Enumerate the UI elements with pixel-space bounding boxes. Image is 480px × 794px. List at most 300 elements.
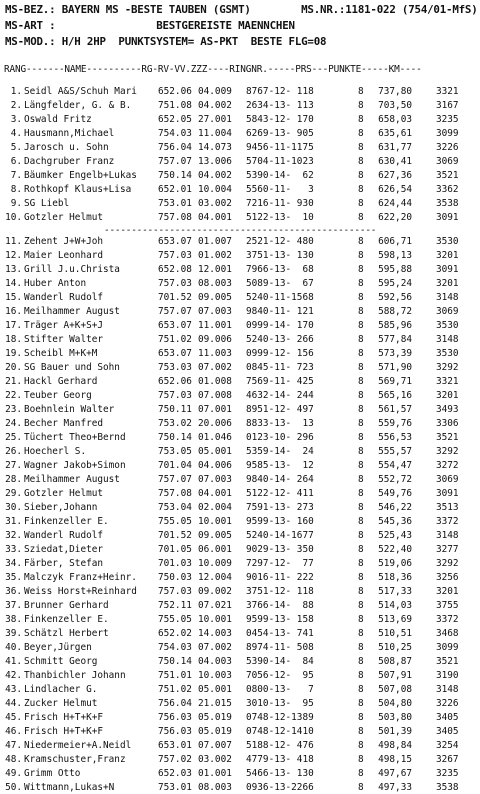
- ring-number-cell: 5390-14- 84: [246, 656, 314, 667]
- km-cell: 3538: [436, 782, 459, 793]
- ring-number-cell: 5188-12- 476: [246, 740, 314, 751]
- ring-number-cell: 3766-14- 88: [246, 600, 314, 611]
- rg-cell: 701.52: [158, 530, 192, 541]
- rank-cell: 39.: [5, 628, 22, 639]
- prs-cell: 8: [358, 86, 364, 97]
- name-cell: Boehnlein Walter: [24, 404, 115, 415]
- prs-cell: 8: [358, 362, 364, 373]
- km-cell: 3226: [436, 698, 459, 709]
- rg-cell: 701.05: [158, 544, 192, 555]
- km-cell: 3755: [436, 600, 459, 611]
- rank-cell: 35.: [5, 572, 22, 583]
- prs-cell: 8: [358, 142, 364, 153]
- points-cell: 498,84: [378, 740, 412, 751]
- rank-cell: 33.: [5, 544, 22, 555]
- name-cell: Dachgruber Franz: [24, 156, 115, 167]
- rank-cell: 17.: [5, 320, 22, 331]
- rank-cell: 46.: [5, 726, 22, 737]
- points-cell: 595,88: [378, 264, 412, 275]
- rank-cell: 11.: [5, 236, 22, 247]
- points-cell: 522,40: [378, 544, 412, 555]
- table-row: [0, 740, 480, 752]
- km-cell: 3091: [436, 212, 459, 223]
- rank-cell: 44.: [5, 698, 22, 709]
- km-cell: 3468: [436, 628, 459, 639]
- name-cell: Tüchert Theo+Bernd: [24, 432, 126, 443]
- table-row: [0, 558, 480, 570]
- ring-number-cell: 9456-11-1175: [246, 142, 314, 153]
- prs-cell: 8: [358, 782, 364, 793]
- points-cell: 559,76: [378, 418, 412, 429]
- km-cell: 3306: [436, 418, 459, 429]
- points-cell: 507,91: [378, 670, 412, 681]
- rg-cell: 753.03: [158, 362, 192, 373]
- time-cell: 01.008: [198, 376, 232, 387]
- prs-cell: 8: [358, 418, 364, 429]
- km-cell: 3099: [436, 642, 459, 653]
- table-row: [0, 320, 480, 332]
- rank-cell: 37.: [5, 600, 22, 611]
- prs-cell: 8: [358, 656, 364, 667]
- km-cell: 3201: [436, 586, 459, 597]
- name-cell: Malczyk Franz+Heinr.: [24, 572, 137, 583]
- ring-number-cell: 0800-13- 7: [246, 684, 314, 695]
- points-cell: 592,56: [378, 292, 412, 303]
- time-cell: 04.002: [198, 170, 232, 181]
- time-cell: 21.015: [198, 698, 232, 709]
- ring-number-cell: 0748-12-1410: [246, 726, 314, 737]
- name-cell: Schätzl Herbert: [24, 628, 109, 639]
- ring-number-cell: 8833-13- 13: [246, 418, 314, 429]
- time-cell: 11.001: [198, 320, 232, 331]
- rg-cell: 652.06: [158, 86, 192, 97]
- ring-number-cell: 5843-12- 170: [246, 114, 314, 125]
- time-cell: 07.003: [198, 474, 232, 485]
- prs-cell: 8: [358, 264, 364, 275]
- points-cell: 497,67: [378, 768, 412, 779]
- time-cell: 04.003: [198, 656, 232, 667]
- points-cell: 624,44: [378, 198, 412, 209]
- rank-cell: 21.: [5, 376, 22, 387]
- prs-cell: 8: [358, 320, 364, 331]
- rg-cell: 750.14: [158, 432, 192, 443]
- prs-cell: 8: [358, 698, 364, 709]
- points-cell: 514,03: [378, 600, 412, 611]
- km-cell: 3201: [436, 390, 459, 401]
- rank-cell: 23.: [5, 404, 22, 415]
- points-cell: 585,96: [378, 320, 412, 331]
- name-cell: Meilhammer August: [24, 306, 120, 317]
- time-cell: 07.008: [198, 390, 232, 401]
- time-cell: 09.005: [198, 530, 232, 541]
- km-cell: 3190: [436, 670, 459, 681]
- rg-cell: 653.07: [158, 236, 192, 247]
- rg-cell: 751.01: [158, 670, 192, 681]
- km-cell: 3091: [436, 264, 459, 275]
- name-cell: Teuber Georg: [24, 390, 92, 401]
- rank-cell: 12.: [5, 250, 22, 261]
- prs-cell: 8: [358, 278, 364, 289]
- ring-number-cell: 0454-13- 741: [246, 628, 314, 639]
- km-cell: 3292: [436, 362, 459, 373]
- time-cell: 20.006: [198, 418, 232, 429]
- rank-cell: 30.: [5, 502, 22, 513]
- ring-number-cell: 5390-14- 62: [246, 170, 314, 181]
- km-cell: 3272: [436, 460, 459, 471]
- table-row: [0, 376, 480, 388]
- header-line-2: MS-ART : BESTGEREISTE MAENNCHEN: [5, 19, 295, 32]
- km-cell: 3372: [436, 614, 459, 625]
- ring-number-cell: 7297-12- 77: [246, 558, 314, 569]
- rg-cell: 756.03: [158, 712, 192, 723]
- time-cell: 05.001: [198, 684, 232, 695]
- ring-number-cell: 5240-13- 266: [246, 334, 314, 345]
- prs-cell: 8: [358, 404, 364, 415]
- time-cell: 07.002: [198, 362, 232, 373]
- km-cell: 3069: [436, 474, 459, 485]
- name-cell: Träger A+K+S+J: [24, 320, 104, 331]
- points-cell: 545,36: [378, 516, 412, 527]
- table-row: [0, 418, 480, 430]
- km-cell: 3069: [436, 306, 459, 317]
- points-cell: 510,25: [378, 642, 412, 653]
- prs-cell: 8: [358, 376, 364, 387]
- rank-cell: 28.: [5, 474, 22, 485]
- table-row: [0, 488, 480, 500]
- prs-cell: 8: [358, 670, 364, 681]
- rg-cell: 757.03: [158, 278, 192, 289]
- prs-cell: 8: [358, 114, 364, 125]
- rg-cell: 751.08: [158, 100, 192, 111]
- rank-cell: 9.: [10, 198, 22, 209]
- rg-cell: 754.03: [158, 128, 192, 139]
- points-cell: 513,69: [378, 614, 412, 625]
- rank-cell: 47.: [5, 740, 22, 751]
- km-cell: 3099: [436, 128, 459, 139]
- ring-number-cell: 5122-13- 10: [246, 212, 314, 223]
- rank-cell: 6.: [10, 156, 22, 167]
- rank-cell: 22.: [5, 390, 22, 401]
- rg-cell: 756.04: [158, 142, 192, 153]
- rank-cell: 42.: [5, 670, 22, 681]
- points-cell: 598,13: [378, 250, 412, 261]
- rg-cell: 757.02: [158, 754, 192, 765]
- km-cell: 3530: [436, 348, 459, 359]
- km-cell: 3226: [436, 142, 459, 153]
- name-cell: Maier Leonhard: [24, 250, 104, 261]
- ring-number-cell: 4779-13- 418: [246, 754, 314, 765]
- km-cell: 3254: [436, 740, 459, 751]
- name-cell: Oswald Fritz: [24, 114, 92, 125]
- table-row: [0, 446, 480, 458]
- rank-cell: 16.: [5, 306, 22, 317]
- prs-cell: 8: [358, 530, 364, 541]
- time-cell: 09.002: [198, 586, 232, 597]
- table-row: [0, 684, 480, 696]
- table-row: [0, 782, 480, 794]
- time-cell: 02.004: [198, 502, 232, 513]
- ring-number-cell: 9599-13- 160: [246, 516, 314, 527]
- table-row: [0, 614, 480, 626]
- points-cell: 498,15: [378, 754, 412, 765]
- name-cell: Frisch H+T+K+F: [24, 712, 104, 723]
- points-cell: 517,33: [378, 586, 412, 597]
- rg-cell: 701.04: [158, 460, 192, 471]
- table-row: [0, 334, 480, 346]
- prs-cell: 8: [358, 250, 364, 261]
- points-cell: 552,72: [378, 474, 412, 485]
- km-cell: 3148: [436, 684, 459, 695]
- rank-cell: 20.: [5, 362, 22, 373]
- header-line-1: MS-BEZ.: BAYERN MS -BESTE TAUBEN (GSMT) MS.NR.:1181-022 (754/01-MfS): [5, 3, 478, 16]
- km-cell: 3513: [436, 502, 459, 513]
- time-cell: 03.002: [198, 754, 232, 765]
- table-row: [0, 530, 480, 542]
- table-row: [0, 362, 480, 374]
- rg-cell: 757.03: [158, 250, 192, 261]
- time-cell: 04.001: [198, 488, 232, 499]
- km-cell: 3069: [436, 156, 459, 167]
- rank-cell: 26.: [5, 446, 22, 457]
- name-cell: Sziedat,Dieter: [24, 544, 104, 555]
- table-row: [0, 100, 480, 112]
- prs-cell: 8: [358, 292, 364, 303]
- table-row: [0, 502, 480, 514]
- ring-number-cell: 7591-13- 273: [246, 502, 314, 513]
- rank-cell: 10.: [5, 212, 22, 223]
- ring-number-cell: 0999-14- 170: [246, 320, 314, 331]
- name-cell: Jarosch u. Sohn: [24, 142, 109, 153]
- ring-number-cell: 3010-13- 95: [246, 698, 314, 709]
- points-cell: 510,51: [378, 628, 412, 639]
- km-cell: 3530: [436, 320, 459, 331]
- rg-cell: 751.02: [158, 334, 192, 345]
- time-cell: 14.073: [198, 142, 232, 153]
- km-cell: 3362: [436, 184, 459, 195]
- ring-number-cell: 0936-13-2266: [246, 782, 314, 793]
- rank-cell: 13.: [5, 264, 22, 275]
- time-cell: 05.001: [198, 446, 232, 457]
- name-cell: Färber, Stefan: [24, 558, 104, 569]
- time-cell: 07.021: [198, 600, 232, 611]
- ring-number-cell: 0999-12- 156: [246, 348, 314, 359]
- points-cell: 501,39: [378, 726, 412, 737]
- rank-cell: 29.: [5, 488, 22, 499]
- ring-number-cell: 7966-13- 68: [246, 264, 314, 275]
- points-cell: 626,54: [378, 184, 412, 195]
- table-row: [0, 156, 480, 168]
- rg-cell: 753.04: [158, 502, 192, 513]
- points-cell: 658,03: [378, 114, 412, 125]
- km-cell: 3091: [436, 488, 459, 499]
- name-cell: Hausmann,Michael: [24, 128, 115, 139]
- ring-number-cell: 8767-12- 118: [246, 86, 314, 97]
- points-cell: 630,41: [378, 156, 412, 167]
- prs-cell: 8: [358, 600, 364, 611]
- ring-number-cell: 9840-11- 121: [246, 306, 314, 317]
- prs-cell: 8: [358, 628, 364, 639]
- prs-cell: 8: [358, 184, 364, 195]
- table-row: [0, 586, 480, 598]
- table-row: [0, 278, 480, 290]
- table-row: [0, 390, 480, 402]
- rg-cell: 753.01: [158, 198, 192, 209]
- rg-cell: 757.03: [158, 586, 192, 597]
- table-row: [0, 114, 480, 126]
- table-row: [0, 212, 480, 224]
- prs-cell: 8: [358, 740, 364, 751]
- km-cell: 3235: [436, 768, 459, 779]
- name-cell: Wanderl Rudolf: [24, 292, 104, 303]
- time-cell: 06.001: [198, 544, 232, 555]
- time-cell: 03.002: [198, 198, 232, 209]
- ring-number-cell: 5704-11-1023: [246, 156, 314, 167]
- time-cell: 10.001: [198, 614, 232, 625]
- prs-cell: 8: [358, 614, 364, 625]
- time-cell: 04.009: [198, 86, 232, 97]
- km-cell: 3530: [436, 236, 459, 247]
- rank-cell: 49.: [5, 768, 22, 779]
- name-cell: Brunner Gerhard: [24, 600, 109, 611]
- table-row: [0, 642, 480, 654]
- rank-cell: 38.: [5, 614, 22, 625]
- prs-cell: 8: [358, 488, 364, 499]
- table-row: [0, 712, 480, 724]
- points-cell: 631,77: [378, 142, 412, 153]
- km-cell: 3521: [436, 432, 459, 443]
- name-cell: Finkenzeller E.: [24, 614, 109, 625]
- ring-number-cell: 3751-12- 118: [246, 586, 314, 597]
- rg-cell: 653.01: [158, 740, 192, 751]
- time-cell: 04.001: [198, 212, 232, 223]
- ring-number-cell: 5466-13- 130: [246, 768, 314, 779]
- rg-cell: 752.11: [158, 600, 192, 611]
- rank-cell: 41.: [5, 656, 22, 667]
- ring-number-cell: 8974-11- 508: [246, 642, 314, 653]
- rg-cell: 757.03: [158, 390, 192, 401]
- prs-cell: 8: [358, 156, 364, 167]
- prs-cell: 8: [358, 128, 364, 139]
- points-cell: 507,08: [378, 684, 412, 695]
- rg-cell: 652.05: [158, 114, 192, 125]
- points-cell: 606,71: [378, 236, 412, 247]
- prs-cell: 8: [358, 100, 364, 111]
- prs-cell: 8: [358, 586, 364, 597]
- ring-number-cell: 7569-11- 425: [246, 376, 314, 387]
- rank-cell: 40.: [5, 642, 22, 653]
- name-cell: Grill J.u.Christa: [24, 264, 120, 275]
- prs-cell: 8: [358, 642, 364, 653]
- km-cell: 3277: [436, 544, 459, 555]
- rg-cell: 753.05: [158, 446, 192, 457]
- name-cell: Grimm Otto: [24, 768, 81, 779]
- name-cell: Gotzler Helmut: [24, 212, 104, 223]
- ring-number-cell: 6269-13- 905: [246, 128, 314, 139]
- ring-number-cell: 9016-11- 222: [246, 572, 314, 583]
- rg-cell: 701.03: [158, 558, 192, 569]
- prs-cell: 8: [358, 768, 364, 779]
- km-cell: 3235: [436, 114, 459, 125]
- rg-cell: 653.07: [158, 320, 192, 331]
- prs-cell: 8: [358, 446, 364, 457]
- rank-cell: 43.: [5, 684, 22, 695]
- ring-number-cell: 7056-12- 95: [246, 670, 314, 681]
- km-cell: 3405: [436, 726, 459, 737]
- name-cell: Frisch H+T+K+F: [24, 726, 104, 737]
- rank-cell: 48.: [5, 754, 22, 765]
- table-row: [0, 544, 480, 556]
- name-cell: Kramschuster,Franz: [24, 754, 126, 765]
- table-row: [0, 404, 480, 416]
- rg-cell: 755.05: [158, 614, 192, 625]
- points-cell: 571,90: [378, 362, 412, 373]
- time-cell: 08.003: [198, 278, 232, 289]
- ring-number-cell: 2634-13- 113: [246, 100, 314, 111]
- name-cell: Seidl A&S/Schuh Mari: [24, 86, 137, 97]
- rg-cell: 757.08: [158, 488, 192, 499]
- points-cell: 518,36: [378, 572, 412, 583]
- name-cell: Finkenzeller E.: [24, 516, 109, 527]
- time-cell: 07.003: [198, 306, 232, 317]
- table-row: [0, 264, 480, 276]
- ring-number-cell: 9029-13- 350: [246, 544, 314, 555]
- km-cell: 3521: [436, 170, 459, 181]
- km-cell: 3148: [436, 530, 459, 541]
- km-cell: 3405: [436, 712, 459, 723]
- rg-cell: 750.03: [158, 572, 192, 583]
- rank-cell: 27.: [5, 460, 22, 471]
- table-row: [0, 698, 480, 710]
- prs-cell: 8: [358, 432, 364, 443]
- time-cell: 05.019: [198, 726, 232, 737]
- points-cell: 635,61: [378, 128, 412, 139]
- time-cell: 04.002: [198, 100, 232, 111]
- points-cell: 737,80: [378, 86, 412, 97]
- points-cell: 546,22: [378, 502, 412, 513]
- km-cell: 3521: [436, 656, 459, 667]
- table-row: [0, 250, 480, 262]
- ring-number-cell: 5089-13- 67: [246, 278, 314, 289]
- table-row: [0, 460, 480, 472]
- rank-cell: 5.: [10, 142, 22, 153]
- time-cell: 08.003: [198, 782, 232, 793]
- km-cell: 3267: [436, 754, 459, 765]
- ring-number-cell: 5240-11-1568: [246, 292, 314, 303]
- table-row: [0, 754, 480, 766]
- name-cell: Becher Manfred: [24, 418, 104, 429]
- table-row: [0, 600, 480, 612]
- rank-cell: 14.: [5, 278, 22, 289]
- rg-cell: 757.07: [158, 474, 192, 485]
- ring-number-cell: 9599-13- 158: [246, 614, 314, 625]
- name-cell: Rothkopf Klaus+Lisa: [24, 184, 132, 195]
- table-row: [0, 516, 480, 528]
- section-separator: --------------------------------------------------: [104, 225, 377, 236]
- rank-cell: 31.: [5, 516, 22, 527]
- points-cell: 565,16: [378, 390, 412, 401]
- prs-cell: 8: [358, 390, 364, 401]
- ring-number-cell: 0748-12-1389: [246, 712, 314, 723]
- time-cell: 11.004: [198, 128, 232, 139]
- time-cell: 01.002: [198, 250, 232, 261]
- ring-number-cell: 2521-12- 480: [246, 236, 314, 247]
- name-cell: Längfelder, G. & B.: [24, 100, 132, 111]
- points-cell: 588,72: [378, 306, 412, 317]
- km-cell: 3538: [436, 198, 459, 209]
- points-cell: 561,57: [378, 404, 412, 415]
- prs-cell: 8: [358, 236, 364, 247]
- ring-number-cell: 5560-11- 3: [246, 184, 314, 195]
